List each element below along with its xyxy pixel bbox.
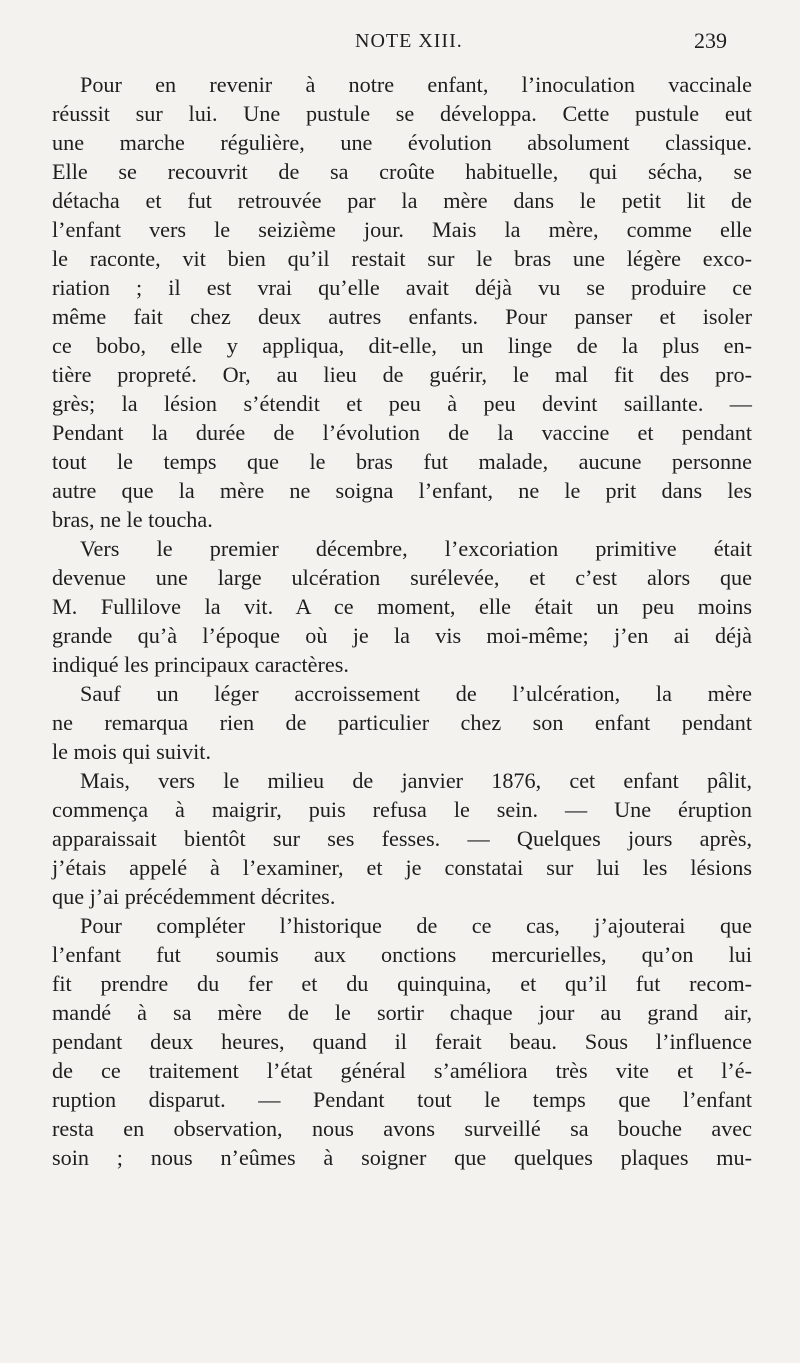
page-body xyxy=(52,70,752,1172)
text-line: bras, ne le toucha. xyxy=(52,507,213,532)
text-line: ce bobo, elle y appliqua, dit-elle, un linge de la plus en- xyxy=(52,333,752,358)
text-line: apparaissait bientôt sur ses fesses. — Quelques jours après, xyxy=(52,826,752,851)
text-line: M. Fullilove la vit. A ce moment, elle était un peu moins xyxy=(52,594,752,619)
text-line: fit prendre du fer et du quinquina, et qu’il fut recom- xyxy=(52,971,752,996)
running-title: NOTE XIII. xyxy=(355,30,463,52)
text-line: devenue une large ulcération surélevée, et c’est alors que xyxy=(52,565,752,590)
text-line: mandé à sa mère de le sortir chaque jour au grand air, xyxy=(52,1000,752,1025)
text-line: resta en observation, nous avons surveillé sa bouche avec xyxy=(52,1116,752,1141)
text-line: une marche régulière, une évolution absolument classique. xyxy=(52,130,752,155)
text-line: Mais, vers le milieu de janvier 1876, cet enfant pâlit, xyxy=(80,768,752,793)
text-line: j’étais appelé à l’examiner, et je constatai sur lui les lésions xyxy=(52,855,752,880)
text-line: le raconte, vit bien qu’il restait sur le bras une légère exco- xyxy=(52,246,752,271)
text-line: même fait chez deux autres enfants. Pour panser et isoler xyxy=(52,304,752,329)
text-line: autre que la mère ne soigna l’enfant, ne le prit dans les xyxy=(52,478,752,503)
text-line: l’enfant vers le seizième jour. Mais la mère, comme elle xyxy=(52,217,752,242)
text-line: Sauf un léger accroissement de l’ulcération, la mère xyxy=(80,681,752,706)
text-line: que j’ai précédemment décrites. xyxy=(52,884,336,909)
text-line: Elle se recouvrit de sa croûte habituelle, qui sécha, se xyxy=(52,159,752,184)
text-line: Pour compléter l’historique de ce cas, j’ajouterai que xyxy=(80,913,752,938)
text-line: tout le temps que le bras fut malade, aucune personne xyxy=(52,449,752,474)
text-line: réussit sur lui. Une pustule se développa. Cette pustule eut xyxy=(52,101,752,126)
text-line: pendant deux heures, quand il ferait beau. Sous l’influence xyxy=(52,1029,752,1054)
text-line: ruption disparut. — Pendant tout le temps que l’enfant xyxy=(52,1087,752,1112)
running-header xyxy=(0,24,800,64)
text-line: détacha et fut retrouvée par la mère dans le petit lit de xyxy=(52,188,752,213)
text-line: riation ; il est vrai qu’elle avait déjà vu se produire ce xyxy=(52,275,752,300)
text-line: grande qu’à l’époque où je la vis moi-même; j’en ai déjà xyxy=(52,623,752,648)
text-line: Vers le premier décembre, l’excoriation primitive était xyxy=(80,536,752,561)
text-line: Pendant la durée de l’évolution de la vaccine et pendant xyxy=(52,420,752,445)
text-line: soin ; nous n’eûmes à soigner que quelques plaques mu- xyxy=(52,1145,752,1170)
text-line: tière propreté. Or, au lieu de guérir, le mal fit des pro- xyxy=(52,362,752,387)
text-line: commença à maigrir, puis refusa le sein. — Une éruption xyxy=(52,797,752,822)
text-line: de ce traitement l’état général s’améliora très vite et l’é- xyxy=(52,1058,752,1083)
text-line: grès; la lésion s’étendit et peu à peu devint saillante. — xyxy=(52,391,752,416)
page-number: 239 xyxy=(694,28,727,53)
text-line: ne remarqua rien de particulier chez son enfant pendant xyxy=(52,710,752,735)
text-line: le mois qui suivit. xyxy=(52,739,212,764)
text-line: Pour en revenir à notre enfant, l’inoculation vaccinale xyxy=(80,72,752,97)
text-line: l’enfant fut soumis aux onctions mercurielles, qu’on lui xyxy=(52,942,752,967)
text-line: indiqué les principaux caractères. xyxy=(52,652,349,677)
